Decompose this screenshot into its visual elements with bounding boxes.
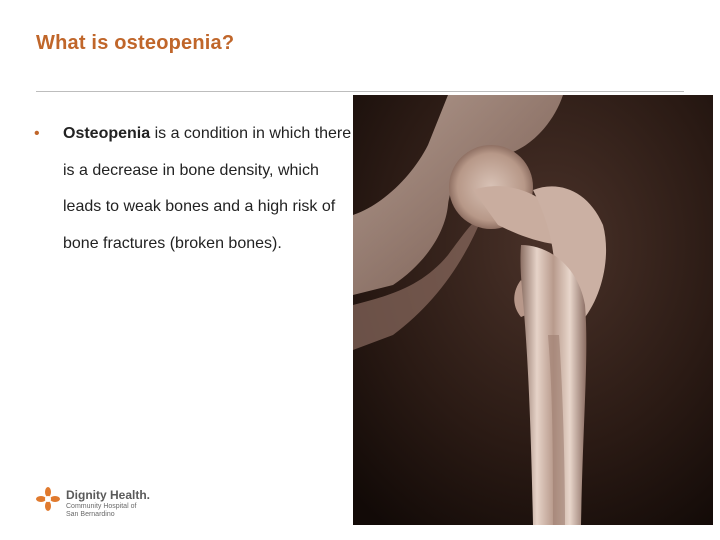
bullet-term: Osteopenia [63, 125, 151, 142]
logo-subtitle [66, 503, 136, 519]
logo-name: Dignity Health. [66, 488, 151, 502]
bullet-body: is a condition in which there is a decrease in bone density, which leads to weak bones and a high risk of bone fractures (broken bones). [63, 125, 352, 252]
bullet-item [34, 116, 354, 262]
femur-xray-graphic [353, 95, 713, 525]
slide-title: What is osteopenia? [36, 32, 235, 54]
logo-subtitle-line1: Community Hospital of [66, 503, 137, 510]
xray-image [353, 95, 713, 525]
bullet-icon: • [34, 125, 40, 142]
bullet-text [63, 116, 354, 262]
logo-flower-icon [35, 486, 61, 512]
dignity-health-logo [35, 486, 165, 530]
logo-subtitle-line2: San Bernardino [66, 511, 115, 518]
title-divider [36, 91, 684, 92]
